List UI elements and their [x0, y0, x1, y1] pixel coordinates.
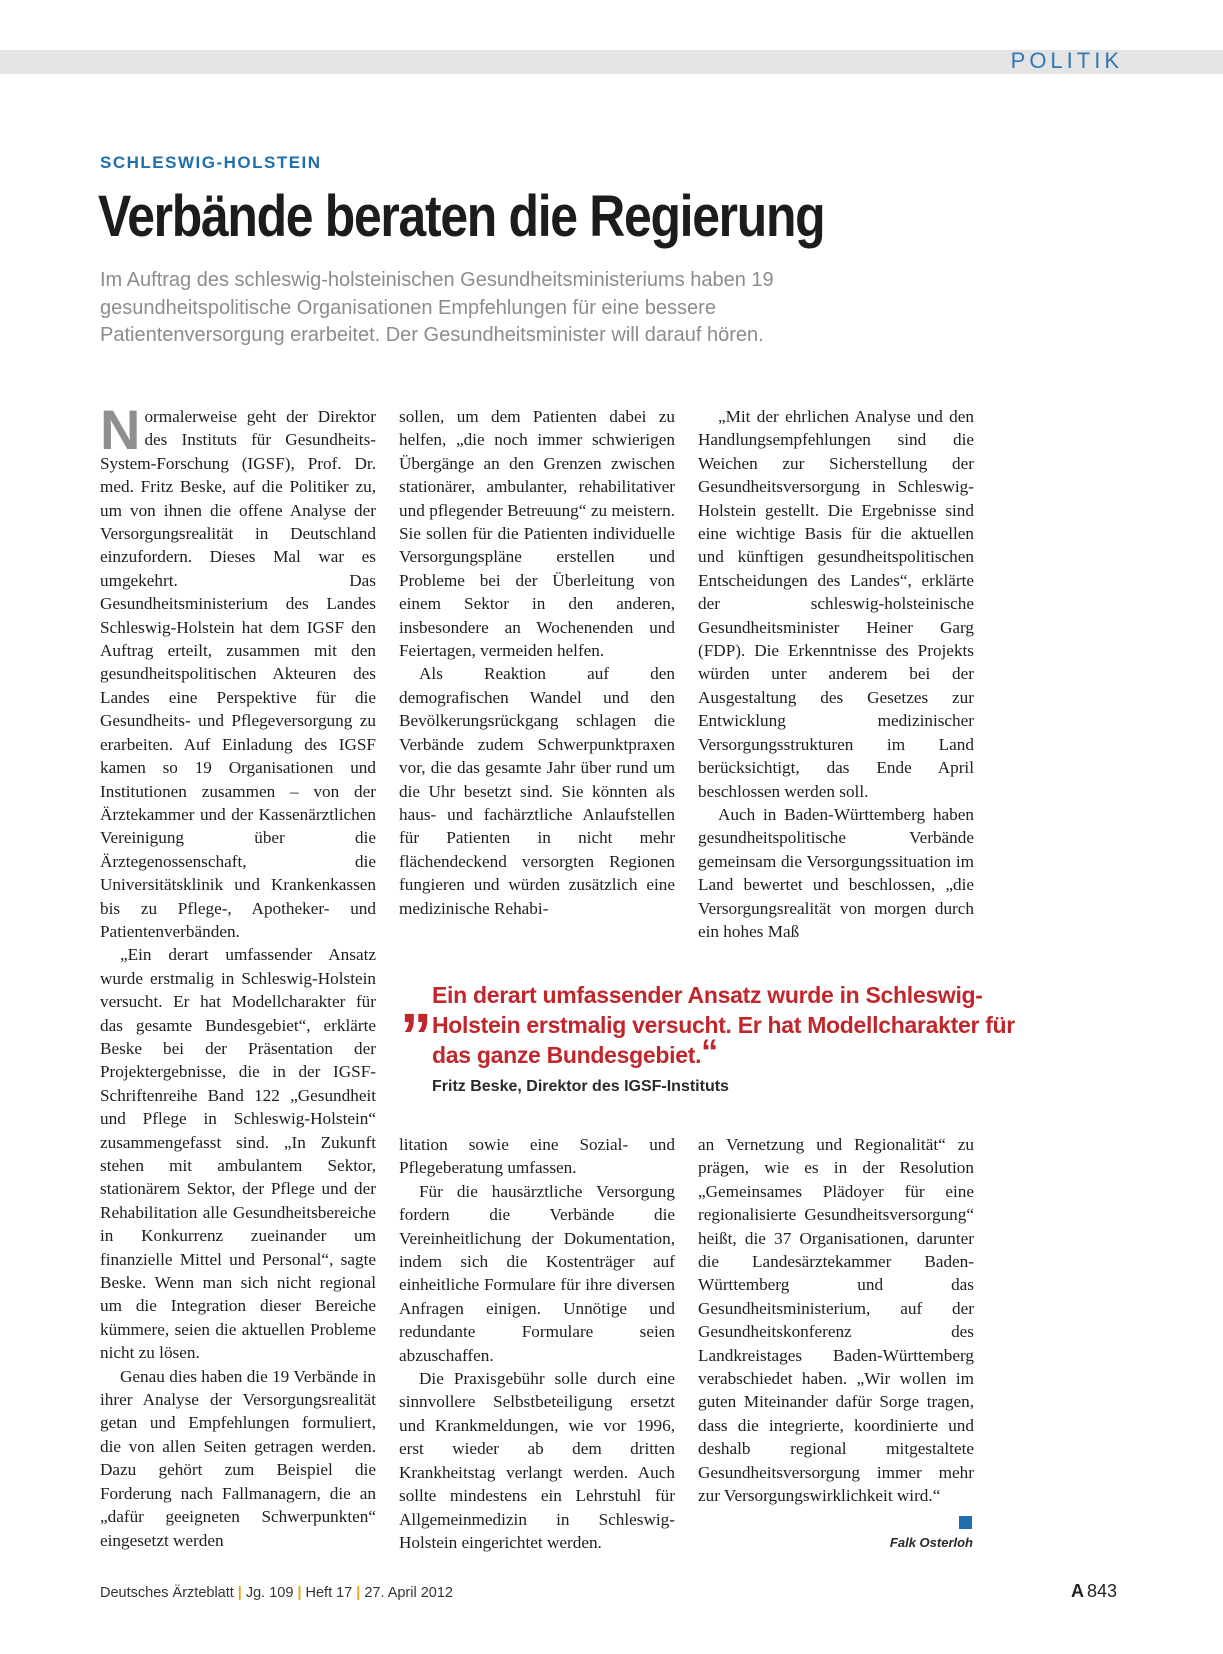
pull-quote [432, 980, 1052, 1070]
paragraph: Für die hausärztliche Versorgung fordern die Verbände die Vereinheitlichung der Dokumentation, indem sich die Kostenträger auf einheitliche Formulare für ihre diversen Anfragen einigen. Unnötige und redundante Formulare seien abzuschaffen. [399, 1181, 675, 1365]
pull-quote-source: Fritz Beske, Direktor des IGSF-Instituts [432, 1078, 729, 1095]
section-label: POLITIK [1010, 48, 1123, 73]
separator: | [237, 1585, 242, 1601]
author-name: Falk Osterloh [889, 1535, 973, 1550]
paragraph: „Ein derart umfassender Ansatz wurde erstmalig in Schleswig-Holstein versucht. Er hat Modellcharakter für das gesamte Bundesgebiet“, erklärte Beske bei der Präsentation der Projektergebnisse, die in der IGSF-Schriftenreihe Band 122 „Gesundheit und Pflege in Schleswig-Holstein“ zusammengefasst sind. „In Zukunft stehen mit ambulantem Sektor, stationärem Sektor, der Pflege und der Rehabilitation alle Gesundheitsbereiche in Konkurrenz zueinander um finanzielle Mittel und Personal“, sagte Beske. Wenn man sich nicht regional um die Integration dieser Bereiche kümmere, seien die aktuellen Probleme nicht zu lösen. [100, 945, 376, 1363]
page-prefix: A [1070, 1581, 1084, 1601]
separator: | [297, 1585, 302, 1601]
publication-name: Deutsches Ärzteblatt [100, 1585, 234, 1601]
drop-cap: N [100, 398, 141, 461]
paragraph: sollen, um dem Patienten dabei zu helfen, „die noch immer schwierigen Übergänge an den Grenzen zwischen stationärer, ambulanter, rehabilitativer und pflegender Betreuung“ zu meistern. Sie sollen für die Patienten individuelle Versorgungspläne erstellen und Probleme bei der Überleitung von einem Sektor in den anderen, insbesondere an Wochenenden und Feiertagen, vermeiden helfen. [399, 407, 675, 661]
article-headline: Verbände beraten die Regierung [98, 184, 825, 249]
paragraph: litation sowie eine Sozial- und Pflegeberatung umfassen. [399, 1135, 675, 1178]
volume: Jg. 109 [245, 1585, 294, 1601]
page-number [1071, 1581, 1117, 1602]
article-column-2-top [399, 405, 675, 920]
paragraph: an Vernetzung und Regionalität“ zu prägen, wie es in der Resolution „Gemeinsames Plädoyer für eine regionalisierte Gesundheitsversorgung“ heißt, die 37 Organisationen, darunter die Landesärztekammer Baden-Württemberg und das Gesundheitsministerium, auf der Gesundheitskonferenz des Landkreistages Baden-Württemberg verabschiedet haben. „Wir wollen im guten Miteinander dafür Sorge tragen, dass die integrierte, koordinierte und deshalb regional mitgestaltete Gesundheitsversorgung immer mehr zur Versorgungswirklichkeit wird.“ [698, 1135, 974, 1506]
article-column-3-top [698, 405, 974, 943]
separator: | [356, 1585, 361, 1601]
paragraph: Als Reaktion auf den demografischen Wandel und den Bevölkerungsrückgang schlagen die Verbände zudem Schwerpunktpraxen vor, die das gesamte Jahr über rund um die Uhr besetzt sind. Sie könnten als haus- und fachärztliche Anlaufstellen für Patienten in nicht mehr flächendeckend versorgten Regionen fungieren und würden zusätzlich eine medizinische Rehabi- [399, 664, 675, 918]
page-number-value: 843 [1086, 1581, 1117, 1601]
article-lead: Im Auftrag des schleswig-holsteinischen Gesundheitsministeriums haben 19 gesundheitspolitische Organisationen Empfehlungen für eine bessere Patientenversorgung erarbeitet. Der Gesundheitsminister will darauf hören. [100, 269, 774, 346]
date: 27. April 2012 [364, 1585, 453, 1601]
article-column-3-bottom [698, 1133, 974, 1508]
article-column-1 [100, 398, 376, 1552]
paragraph: „Mit der ehrlichen Analyse und den Handlungsempfehlungen sind die Weichen zur Sicherstellung der Gesundheitsversorgung in Schleswig-Holstein gestellt. Die Ergebnisse sind eine wichtige Basis für die aktuellen und künftigen gesundheitspolitischen Entscheidungen des Landes“, erklärte der schleswig-holsteinische Gesundheitsminister Heiner Garg (FDP). Die Erkenntnisse des Projekts würden unter anderem bei der Ausgestaltung des Gesetzes zur Entwicklung medizinischer Versorgungsstrukturen im Land berücksichtigt, das Ende April beschlossen werden soll. [698, 407, 974, 801]
end-mark-icon [959, 1516, 972, 1529]
article-column-2-bottom [399, 1133, 675, 1554]
issue: Heft 17 [305, 1585, 353, 1601]
pull-quote-text: Ein derart umfassender Ansatz wurde in Schleswig-Holstein erstmalig versucht. Er hat Modellcharakter für das ganze Bundesgebiet. [432, 982, 1015, 1068]
paragraph-text: ormalerweise geht der Direktor des Instituts für Gesundheits-System-Forschung (IGSF), Prof. Dr. med. Fritz Beske, auf die Politiker zu, um von ihnen die offene Analyse der Versorgungsrealität in Deutschland einzufordern. Dieses Mal war es umgekehrt. Das Gesundheitsministerium des Landes Schleswig-Holstein hat dem IGSF den Auftrag erteilt, zusammen mit den gesundheitspolitischen Akteuren des Landes eine Perspektive für die Gesundheits- und Pflegeversorgung zu erarbeiten. Auf Einladung des IGSF kamen so 19 Organisationen und Institutionen zusammen – von der Ärztekammer und der Kassenärztlichen Vereinigung über die Ärztegenossenschaft, die Universitätsklinik und Krankenkassen bis zu Pflege-, Apotheker- und Patientenverbänden. [100, 407, 376, 941]
paragraph [100, 398, 376, 943]
quote-close-mark: “ [701, 1033, 718, 1071]
paragraph: Genau dies haben die 19 Verbände in ihrer Analyse der Versorgungsrealität getan und Empfehlungen formuliert, die von allen Seiten getragen werden. Dazu gehört zum Beispiel die Forderung nach Fallmanagern, die an „dafür geeigneten Schwerpunkten“ eingesetzt werden [100, 1366, 376, 1550]
footer-citation [100, 1585, 453, 1601]
article-kicker: SCHLESWIG-HOLSTEIN [100, 153, 322, 172]
paragraph: Auch in Baden-Württemberg haben gesundheitspolitische Verbände gemeinsam die Versorgungssituation im Land bewertet und beschlossen, „die Versorgungsrealität von morgen durch ein hohes Maß [698, 804, 974, 941]
paragraph: Die Praxisgebühr solle durch eine sinnvollere Selbstbeteiligung ersetzt und Krankmeldungen, wie vor 1996, erst wieder ab dem dritten Krankheitstag verlangt werden. Auch sollte mindestens ein Lehrstuhl für Allgemeinmedizin in Schleswig-Holstein eingerichtet werden. [399, 1369, 675, 1552]
quote-open-mark: „ [400, 964, 432, 1036]
